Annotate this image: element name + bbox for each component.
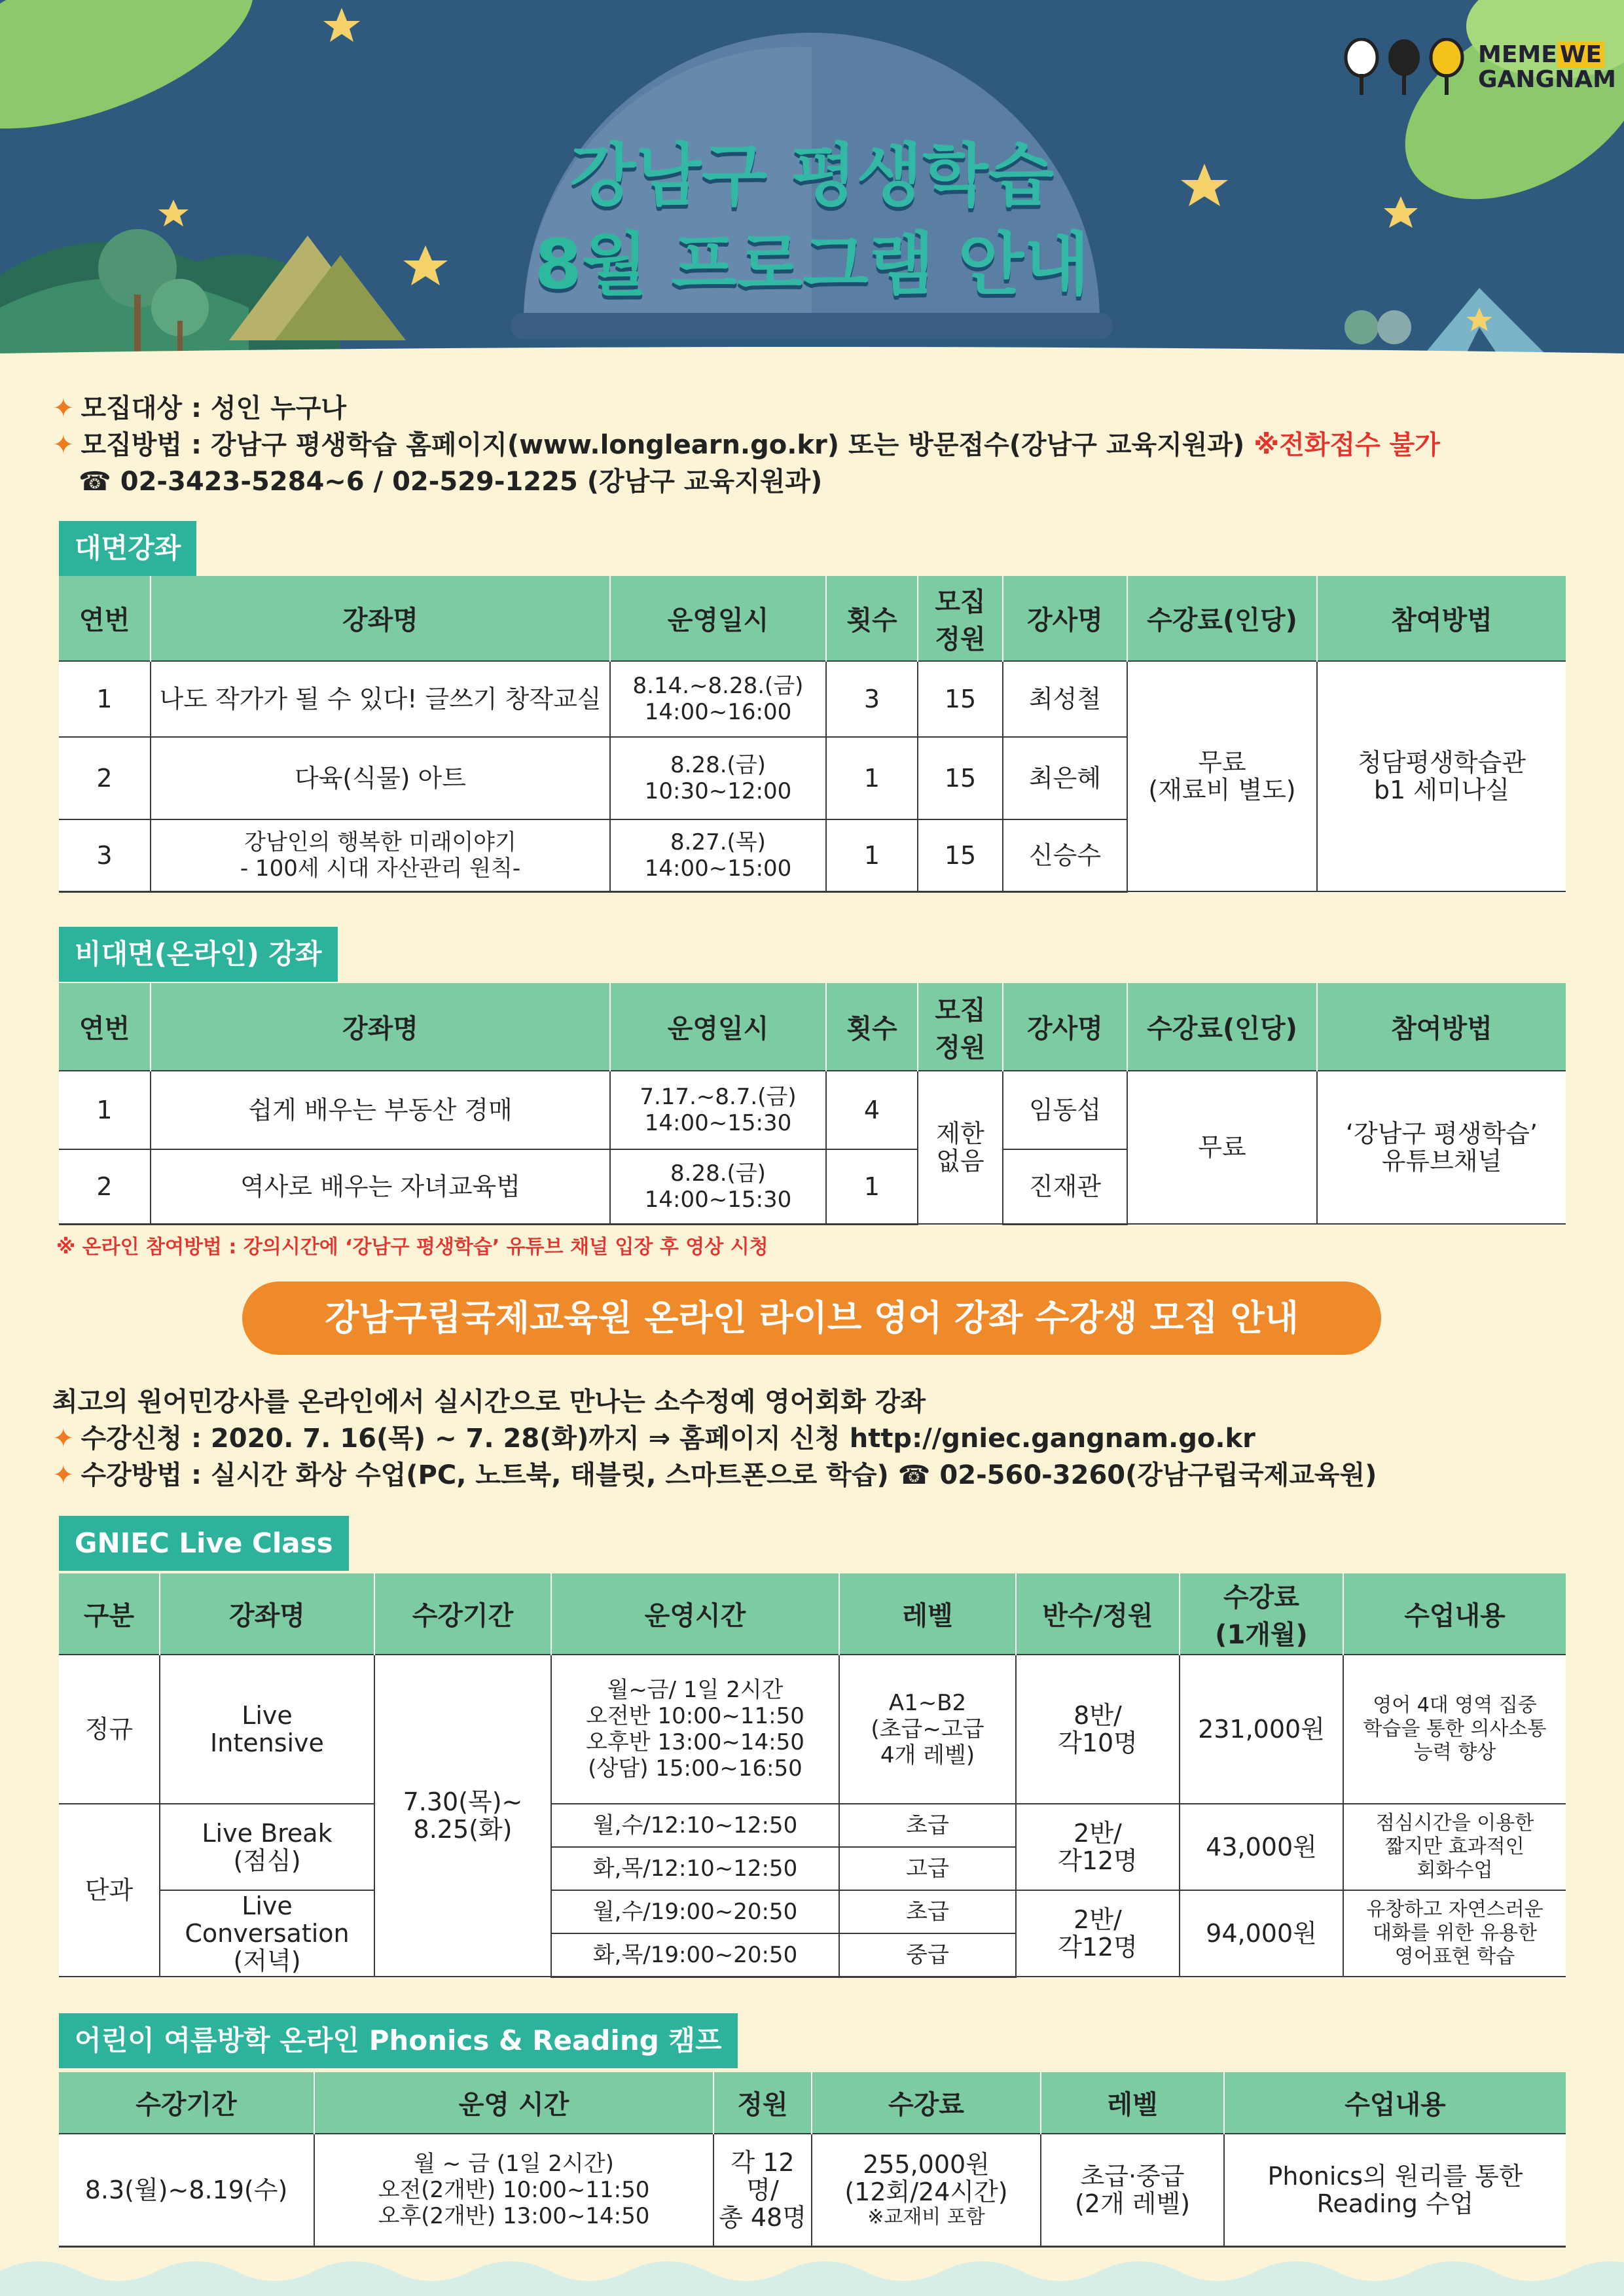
cell-name (160, 1804, 374, 1890)
fee-l3: ※교재비 포함 (867, 2205, 985, 2229)
cell-name: 쉽게 배우는 부동산 경매 (151, 1071, 610, 1149)
cell-teacher: 임동섭 (1003, 1071, 1127, 1149)
cell-date (610, 819, 826, 891)
cell-name-l2: - 100세 시대 자산관리 원칙- (240, 855, 521, 882)
content-l1: 영어 4대 영역 집중 (1373, 1694, 1537, 1717)
cell-level (1041, 2134, 1224, 2246)
cell-date-day: 8.28.(금) (670, 752, 766, 778)
cell-date (610, 737, 826, 819)
time-l3: 오후(2개반) 13:00~14:50 (378, 2202, 650, 2229)
col-no: 연번 (59, 576, 151, 661)
gniec-table (59, 1573, 1566, 1978)
english-way-text: 수강방법 : 실시간 화상 수업(PC, 노트북, 태블릿, 스마트폰으로 학습) ☎ 02-560-3260(강남구립국제교육원) (81, 1460, 1377, 1490)
cell-name: 다육(식물) 아트 (151, 737, 610, 819)
online-note: ※ 온라인 참여방법 : 강의시간에 ‘강남구 평생학습’ 유튜브 채널 입장 후 영상 시청 (56, 1236, 768, 1259)
cell-level: 중급 (839, 1933, 1016, 1977)
cell-name: 역사로 배우는 자녀교육법 (151, 1149, 610, 1224)
place-l1: ‘강남구 평생학습’ (1345, 1119, 1538, 1148)
fee-l2: (재료비 별도) (1148, 776, 1296, 804)
class-l2: 각10명 (1058, 1729, 1138, 1757)
col-count: 횟수 (826, 983, 918, 1071)
cell-no: 2 (59, 1149, 151, 1224)
cell-count: 1 (826, 1149, 918, 1224)
col-date: 운영일시 (610, 983, 826, 1071)
page-title (0, 131, 1624, 309)
col-name: 강좌명 (151, 576, 610, 661)
cell-date-time: 14:00~16:00 (644, 699, 792, 725)
col-capacity: 정원 (713, 2072, 812, 2134)
col-name: 강좌명 (160, 1573, 374, 1655)
logo-me-1: ME (1478, 41, 1518, 68)
col-teacher: 강사명 (1003, 576, 1127, 661)
col-name: 강좌명 (151, 983, 610, 1071)
place-l2: 유튜브채널 (1381, 1147, 1502, 1175)
english-intro: 최고의 원어민강사를 온라인에서 실시간으로 만나는 소수정예 영어회화 강좌 (52, 1387, 926, 1417)
name-l2: (저녁) (233, 1946, 301, 1975)
cell-level: 초급 (839, 1804, 1016, 1847)
col-teacher: 강사명 (1003, 983, 1127, 1071)
col-period: 수강기간 (59, 2072, 314, 2134)
col-place: 참여방법 (1317, 983, 1566, 1071)
cell-fee: 43,000원 (1180, 1804, 1343, 1890)
cell-type: 단과 (59, 1804, 160, 1977)
cell-date (610, 1149, 826, 1224)
fee-l2: (12회/24시간) (844, 2177, 1008, 2206)
bottom-wave-decoration (0, 2251, 1624, 2296)
level-l1: A1~B2 (888, 1690, 967, 1716)
class-l1: 2반/ (1074, 1905, 1122, 1934)
phonics-table (59, 2072, 1566, 2248)
col-class: 반수/정원 (1016, 1573, 1180, 1655)
cap-l1: 각 12명/ (731, 2147, 795, 2204)
cell-no: 1 (59, 661, 151, 737)
cell-teacher: 최성철 (1003, 661, 1127, 737)
cell-fee: 231,000원 (1180, 1655, 1343, 1804)
col-date: 운영일시 (610, 576, 826, 661)
col-level: 레벨 (839, 1573, 1016, 1655)
offline-section-label: 대면강좌 (59, 521, 196, 576)
cell-content (1343, 1655, 1566, 1804)
content-l2: 짧지만 효과적인 (1385, 1835, 1525, 1858)
col-level: 레벨 (1041, 2072, 1224, 2134)
col-fee (1180, 1573, 1343, 1655)
content-l3: 회화수업 (1416, 1859, 1493, 1882)
cell-time: 월,수/12:10~12:50 (551, 1804, 839, 1847)
recruit-method-text: 모집방법 : 강남구 평생학습 홈페이지(www.longlearn.go.kr) 또는 방문접수(강남구 교육지원과) (81, 430, 1254, 460)
col-count: 횟수 (826, 576, 918, 661)
logo-text (1478, 43, 1616, 92)
cell-place (1317, 1071, 1566, 1224)
level-l1: 초급·중급 (1080, 2161, 1185, 2191)
cell-capacity: 15 (918, 819, 1003, 891)
col-capacity (918, 576, 1003, 661)
time-l1: 월~금/ 1일 2시간 (607, 1677, 784, 1703)
cell-teacher: 신승수 (1003, 819, 1127, 891)
name-l2: Intensive (210, 1729, 324, 1757)
cell-capacity (713, 2134, 812, 2246)
cell-class (1016, 1804, 1180, 1890)
content-l1: 점심시간을 이용한 (1375, 1812, 1534, 1835)
col-time: 운영 시간 (314, 2072, 713, 2134)
cell-date (610, 1071, 826, 1149)
cell-date-time: 14:00~15:30 (644, 1110, 792, 1136)
table-header-row (59, 576, 1566, 661)
cell-capacity: 15 (918, 661, 1003, 737)
col-capacity-l1: 모집 (935, 995, 986, 1026)
col-capacity (918, 983, 1003, 1071)
table-header-row (59, 983, 1566, 1071)
col-content: 수업내용 (1343, 1573, 1566, 1655)
table-row (59, 661, 1566, 737)
cell-no: 3 (59, 819, 151, 891)
cell-level: 초급 (839, 1890, 1016, 1933)
level-l3: 4개 레벨) (880, 1742, 975, 1768)
title-line-2 (0, 220, 1624, 309)
table-row (59, 1071, 1566, 1149)
col-fee: 수강료(인당) (1127, 576, 1317, 661)
cell-class (1016, 1890, 1180, 1977)
class-l1: 2반/ (1074, 1819, 1122, 1848)
level-l2: (초급~고급 (871, 1716, 984, 1742)
cell-date-day: 8.14.~8.28.(금) (632, 673, 804, 699)
cell-name (151, 819, 610, 891)
english-banner: 강남구립국제교육원 온라인 라이브 영어 강좌 수강생 모집 안내 (242, 1282, 1381, 1355)
name-l1: Live Break (202, 1819, 333, 1848)
class-l1: 8반/ (1074, 1701, 1122, 1730)
cell-count: 3 (826, 661, 918, 737)
cell-capacity (918, 1071, 1003, 1224)
level-l2: (2개 레벨) (1074, 2189, 1191, 2218)
star-icon: ✦ (52, 430, 75, 460)
col-fee-l2: (1개월) (1215, 1619, 1308, 1650)
cell-capacity: 15 (918, 737, 1003, 819)
period-l2: 8.25(화) (413, 1815, 513, 1844)
name-l2: (점심) (233, 1846, 301, 1875)
cell-class (1016, 1655, 1180, 1804)
star-icon: ✦ (52, 1460, 75, 1490)
table-row (59, 1804, 1566, 1847)
cell-time (551, 1655, 839, 1804)
recruit-method (52, 427, 1440, 463)
content-l1: 유창하고 자연스러운 (1366, 1898, 1543, 1921)
content-l2: Reading 수업 (1316, 2189, 1474, 2218)
cell-content (1343, 1890, 1566, 1977)
table-row (59, 2134, 1566, 2246)
col-time: 운영시간 (551, 1573, 839, 1655)
col-content: 수업내용 (1224, 2072, 1566, 2134)
col-capacity-l2: 정원 (935, 1032, 986, 1063)
col-fee-l1: 수강료 (1223, 1582, 1299, 1613)
content-l3: 영어표현 학습 (1394, 1945, 1515, 1968)
cell-fee: 무료 (1127, 1071, 1317, 1224)
english-apply (52, 1420, 1377, 1457)
recruit-target-text: 모집대상 : 성인 누구나 (81, 393, 347, 423)
cell-date-day: 7.17.~8.7.(금) (640, 1084, 797, 1110)
logo-people-icon (1342, 38, 1473, 97)
gangnam-logo (1342, 38, 1616, 97)
title-month: 8월 (534, 224, 648, 304)
cell-date-day: 8.28.(금) (670, 1160, 766, 1187)
cell-no: 2 (59, 737, 151, 819)
cell-period (374, 1655, 551, 1977)
cap-l2: 총 48명 (719, 2202, 806, 2232)
cell-fee: 94,000원 (1180, 1890, 1343, 1977)
phonics-section-label: 어린이 여름방학 온라인 Phonics & Reading 캠프 (59, 2013, 738, 2068)
cell-date-time: 10:30~12:00 (644, 778, 792, 804)
time-l2: 오전(2개반) 10:00~11:50 (378, 2176, 650, 2203)
online-section-label: 비대면(온라인) 강좌 (59, 927, 338, 982)
cell-name (160, 1890, 374, 1977)
col-no: 연번 (59, 983, 151, 1071)
cell-date-time: 14:00~15:30 (644, 1186, 792, 1213)
place-l2: b1 세미나실 (1373, 776, 1510, 804)
cell-date-day: 8.27.(목) (670, 829, 766, 855)
cell-level (839, 1655, 1016, 1804)
phone-warning: ※전화접수 불가 (1254, 430, 1440, 460)
logo-me-2: ME (1517, 41, 1557, 68)
table-header-row (59, 2072, 1566, 2134)
cell-time: 화,목/12:10~12:50 (551, 1847, 839, 1890)
cell-fee (1127, 661, 1317, 891)
class-l2: 각12명 (1058, 1933, 1138, 1962)
cap-l1: 제한 (936, 1119, 984, 1148)
recruit-target (52, 390, 1440, 427)
logo-gangnam: GANGNAM (1478, 66, 1616, 93)
table-row (59, 1890, 1566, 1933)
cell-place (1317, 661, 1566, 891)
online-table (59, 983, 1566, 1225)
gniec-section-label: GNIEC Live Class (59, 1516, 349, 1571)
table-header-row (59, 1573, 1566, 1655)
col-fee: 수강료 (812, 2072, 1041, 2134)
cell-date (610, 661, 826, 737)
cell-time: 월,수/19:00~20:50 (551, 1890, 839, 1933)
cell-count: 4 (826, 1071, 918, 1149)
title-rest: 프로그램 안내 (647, 224, 1090, 304)
cell-time: 화,목/19:00~20:50 (551, 1933, 839, 1977)
english-way (52, 1457, 1377, 1494)
cell-level: 고급 (839, 1847, 1016, 1890)
title-line-1: 강남구 평생학습 (569, 135, 1055, 215)
cell-name: 나도 작가가 될 수 있다! 글쓰기 창작교실 (151, 661, 610, 737)
cell-content (1343, 1804, 1566, 1890)
place-l1: 청담평생학습관 (1358, 748, 1526, 777)
content-l1: Phonics의 원리를 통한 (1267, 2161, 1523, 2191)
cell-count: 1 (826, 737, 918, 819)
cell-period: 8.3(월)~8.19(수) (59, 2134, 314, 2246)
time-l2: 오전반 10:00~11:50 (586, 1703, 804, 1729)
cell-name-l1: 강남인의 행복한 미래이야기 (244, 829, 516, 855)
fee-l1: 255,000원 (863, 2149, 990, 2179)
cell-fee (812, 2134, 1041, 2246)
cell-count: 1 (826, 819, 918, 891)
recruit-info (52, 390, 1440, 500)
cell-content (1224, 2134, 1566, 2246)
name-l1: Live Conversation (185, 1892, 350, 1948)
col-capacity-l1: 모집 (935, 586, 986, 617)
content-l3: 능력 향상 (1413, 1741, 1496, 1764)
english-info (52, 1384, 1377, 1494)
cell-type: 정규 (59, 1655, 160, 1804)
logo-we: WE (1557, 41, 1604, 68)
cell-time (314, 2134, 713, 2246)
cell-teacher: 최은혜 (1003, 737, 1127, 819)
content-l2: 학습을 통한 의사소통 (1363, 1717, 1547, 1740)
class-l2: 각12명 (1058, 1846, 1138, 1875)
col-fee: 수강료(인당) (1127, 983, 1317, 1071)
star-icon: ✦ (52, 1424, 75, 1454)
content-l2: 대화를 위한 유용한 (1373, 1922, 1537, 1945)
col-type: 구분 (59, 1573, 160, 1655)
time-l3: 오후반 13:00~14:50 (586, 1729, 804, 1755)
name-l1: Live (242, 1701, 293, 1730)
time-l1: 월 ~ 금 (1일 2시간) (414, 2150, 614, 2177)
english-apply-text: 수강신청 : 2020. 7. 16(목) ~ 7. 28(화)까지 ⇒ 홈페이지 신청 http://gniec.gangnam.go.kr (81, 1424, 1255, 1454)
cell-name (160, 1655, 374, 1804)
cell-date-time: 14:00~15:00 (644, 855, 792, 882)
cell-teacher: 진재관 (1003, 1149, 1127, 1224)
cell-no: 1 (59, 1071, 151, 1149)
col-period: 수강기간 (374, 1573, 551, 1655)
col-place: 참여방법 (1317, 576, 1566, 661)
time-l4: (상담) 15:00~16:50 (588, 1755, 803, 1782)
cap-l2: 없음 (936, 1147, 984, 1175)
recruit-phone: ☎ 02-3423-5284~6 / 02-529-1225 (강남구 교육지원과) (79, 467, 823, 497)
star-icon: ✦ (52, 393, 75, 423)
col-capacity-l2: 정원 (935, 624, 986, 655)
offline-table (59, 576, 1566, 893)
period-l1: 7.30(목)~ (403, 1787, 523, 1816)
table-row (59, 1655, 1566, 1804)
fee-l1: 무료 (1198, 748, 1246, 777)
